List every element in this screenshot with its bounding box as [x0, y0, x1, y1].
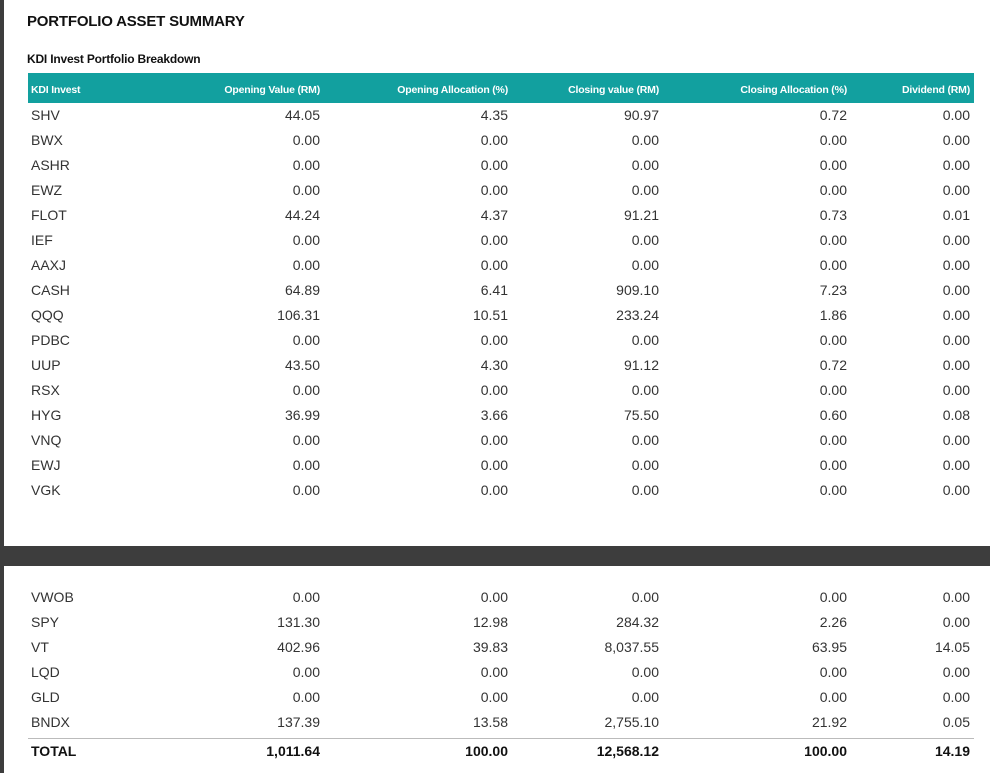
total-opening-allocation: 100.00	[465, 743, 508, 759]
cell-closing-value: 0.00	[631, 457, 659, 473]
table-row	[28, 403, 974, 428]
cell-dividend: 0.00	[942, 614, 970, 630]
total-opening-value: 1,011.64	[266, 743, 320, 759]
cell-asset: GLD	[31, 689, 60, 705]
cell-opening-value: 0.00	[292, 182, 320, 198]
header-closing-value: Closing value (RM)	[568, 84, 659, 96]
cell-dividend: 14.05	[934, 639, 970, 655]
cell-closing-value: 233.24	[616, 307, 659, 323]
cell-opening-value: 44.24	[284, 207, 320, 223]
header-dividend: Dividend (RM)	[902, 84, 970, 96]
cell-closing-value: 0.00	[631, 232, 659, 248]
cell-closing-value: 91.12	[623, 357, 659, 373]
cell-opening-value: 0.00	[292, 664, 320, 680]
cell-asset: AAXJ	[31, 257, 67, 273]
cell-closing-allocation: 0.73	[819, 207, 847, 223]
page-title: PORTFOLIO ASSET SUMMARY	[27, 13, 245, 30]
cell-asset: EWJ	[31, 457, 61, 473]
cell-closing-value: 0.00	[631, 689, 659, 705]
cell-closing-allocation: 0.00	[819, 689, 847, 705]
cell-asset: EWZ	[31, 182, 63, 198]
cell-closing-allocation: 0.00	[819, 457, 847, 473]
cell-opening-value: 0.00	[292, 457, 320, 473]
cell-asset: IEF	[31, 232, 53, 248]
cell-asset: VGK	[31, 482, 61, 498]
table-row	[28, 278, 974, 303]
cell-dividend: 0.00	[942, 307, 970, 323]
total-closing-allocation: 100.00	[804, 743, 847, 759]
cell-closing-allocation: 2.26	[819, 614, 847, 630]
cell-asset: VT	[31, 639, 49, 655]
cell-closing-allocation: 0.00	[819, 182, 847, 198]
cell-asset: CASH	[31, 282, 70, 298]
cell-opening-value: 106.31	[277, 307, 320, 323]
cell-opening-allocation: 0.00	[480, 232, 508, 248]
cell-closing-value: 0.00	[631, 157, 659, 173]
cell-dividend: 0.00	[942, 182, 970, 198]
cell-dividend: 0.00	[942, 157, 970, 173]
cell-opening-value: 0.00	[292, 257, 320, 273]
cell-opening-value: 0.00	[292, 589, 320, 605]
cell-closing-value: 8,037.55	[604, 639, 659, 655]
cell-closing-allocation: 0.72	[819, 107, 847, 123]
header-kdi-invest: KDI Invest	[31, 84, 81, 96]
table-row	[28, 453, 974, 478]
cell-asset: LQD	[31, 664, 60, 680]
cell-closing-allocation: 0.00	[819, 664, 847, 680]
cell-dividend: 0.00	[942, 232, 970, 248]
total-label: TOTAL	[31, 743, 77, 759]
cell-asset: BWX	[31, 132, 63, 148]
table-subtitle: KDI Invest Portfolio Breakdown	[27, 52, 201, 66]
cell-opening-allocation: 10.51	[472, 307, 508, 323]
cell-opening-allocation: 0.00	[480, 689, 508, 705]
cell-opening-allocation: 0.00	[480, 257, 508, 273]
cell-opening-value: 0.00	[292, 689, 320, 705]
cell-asset: SHV	[31, 107, 60, 123]
cell-closing-allocation: 0.00	[819, 482, 847, 498]
table-row	[28, 128, 974, 153]
table-row	[28, 353, 974, 378]
cell-dividend: 0.00	[942, 432, 970, 448]
cell-opening-allocation: 4.30	[480, 357, 508, 373]
cell-closing-value: 0.00	[631, 664, 659, 680]
cell-opening-allocation: 4.35	[480, 107, 508, 123]
table-row	[28, 228, 974, 253]
cell-asset: FLOT	[31, 207, 67, 223]
cell-closing-allocation: 63.95	[811, 639, 847, 655]
table-row	[28, 103, 974, 128]
cell-closing-value: 0.00	[631, 257, 659, 273]
cell-closing-value: 0.00	[631, 332, 659, 348]
table-header	[28, 73, 974, 103]
cell-opening-value: 44.05	[284, 107, 320, 123]
cell-closing-value: 2,755.10	[604, 714, 659, 730]
cell-dividend: 0.00	[942, 457, 970, 473]
cell-closing-allocation: 0.00	[819, 432, 847, 448]
cell-opening-allocation: 0.00	[480, 132, 508, 148]
cell-opening-value: 131.30	[277, 614, 320, 630]
cell-dividend: 0.00	[942, 664, 970, 680]
table-row	[28, 253, 974, 278]
report-page-2	[4, 566, 990, 773]
report-page-1	[4, 0, 990, 546]
cell-dividend: 0.00	[942, 482, 970, 498]
cell-closing-value: 0.00	[631, 182, 659, 198]
cell-opening-allocation: 4.37	[480, 207, 508, 223]
cell-asset: RSX	[31, 382, 60, 398]
cell-opening-allocation: 12.98	[472, 614, 508, 630]
table-row	[28, 710, 974, 735]
cell-opening-allocation: 0.00	[480, 482, 508, 498]
cell-opening-value: 0.00	[292, 232, 320, 248]
cell-opening-allocation: 0.00	[480, 432, 508, 448]
cell-asset: VWOB	[31, 589, 74, 605]
cell-opening-allocation: 6.41	[480, 282, 508, 298]
table-row	[28, 303, 974, 328]
table-row	[28, 610, 974, 635]
table-row	[28, 428, 974, 453]
cell-dividend: 0.00	[942, 382, 970, 398]
cell-closing-allocation: 1.86	[819, 307, 847, 323]
cell-opening-allocation: 0.00	[480, 332, 508, 348]
table-row	[28, 178, 974, 203]
cell-asset: VNQ	[31, 432, 62, 448]
cell-closing-value: 0.00	[631, 589, 659, 605]
total-row	[28, 738, 974, 764]
cell-dividend: 0.01	[942, 207, 970, 223]
table-row	[28, 378, 974, 403]
table-row	[28, 685, 974, 710]
cell-opening-allocation: 39.83	[472, 639, 508, 655]
cell-dividend: 0.00	[942, 589, 970, 605]
header-opening-value: Opening Value (RM)	[224, 84, 320, 96]
cell-asset: UUP	[31, 357, 61, 373]
cell-dividend: 0.00	[942, 357, 970, 373]
cell-closing-allocation: 0.72	[819, 357, 847, 373]
cell-opening-value: 0.00	[292, 482, 320, 498]
header-closing-allocation: Closing Allocation (%)	[740, 84, 847, 96]
cell-opening-allocation: 0.00	[480, 457, 508, 473]
cell-asset: BNDX	[31, 714, 70, 730]
cell-opening-value: 0.00	[292, 432, 320, 448]
table-row	[28, 585, 974, 610]
cell-opening-value: 0.00	[292, 157, 320, 173]
cell-asset: SPY	[31, 614, 60, 630]
cell-closing-value: 0.00	[631, 482, 659, 498]
cell-dividend: 0.00	[942, 257, 970, 273]
cell-closing-value: 909.10	[616, 282, 659, 298]
cell-closing-allocation: 0.00	[819, 232, 847, 248]
table-row	[28, 328, 974, 353]
cell-opening-value: 0.00	[292, 382, 320, 398]
cell-closing-allocation: 0.00	[819, 132, 847, 148]
cell-opening-value: 0.00	[292, 132, 320, 148]
table-row	[28, 153, 974, 178]
cell-dividend: 0.05	[942, 714, 970, 730]
cell-asset: PDBC	[31, 332, 70, 348]
table-row	[28, 203, 974, 228]
cell-dividend: 0.00	[942, 107, 970, 123]
cell-opening-allocation: 0.00	[480, 664, 508, 680]
cell-asset: HYG	[31, 407, 62, 423]
cell-dividend: 0.08	[942, 407, 970, 423]
cell-opening-allocation: 13.58	[472, 714, 508, 730]
cell-opening-value: 402.96	[277, 639, 320, 655]
cell-closing-value: 91.21	[623, 207, 659, 223]
cell-closing-value: 75.50	[623, 407, 659, 423]
cell-closing-value: 0.00	[631, 382, 659, 398]
total-dividend: 14.19	[934, 743, 970, 759]
cell-closing-allocation: 0.00	[819, 257, 847, 273]
cell-closing-allocation: 0.00	[819, 157, 847, 173]
cell-closing-allocation: 0.00	[819, 382, 847, 398]
cell-dividend: 0.00	[942, 132, 970, 148]
cell-closing-allocation: 0.00	[819, 589, 847, 605]
table-row	[28, 478, 974, 503]
cell-asset: ASHR	[31, 157, 70, 173]
total-closing-value: 12,568.12	[596, 743, 659, 759]
table-row	[28, 635, 974, 660]
cell-closing-allocation: 7.23	[819, 282, 847, 298]
cell-dividend: 0.00	[942, 282, 970, 298]
cell-opening-value: 36.99	[284, 407, 320, 423]
cell-opening-value: 0.00	[292, 332, 320, 348]
cell-dividend: 0.00	[942, 689, 970, 705]
cell-opening-allocation: 0.00	[480, 382, 508, 398]
cell-closing-value: 90.97	[623, 107, 659, 123]
cell-dividend: 0.00	[942, 332, 970, 348]
cell-opening-allocation: 0.00	[480, 157, 508, 173]
cell-closing-value: 284.32	[616, 614, 659, 630]
cell-opening-value: 137.39	[277, 714, 320, 730]
table-row	[28, 660, 974, 685]
cell-closing-value: 0.00	[631, 432, 659, 448]
cell-opening-allocation: 0.00	[480, 589, 508, 605]
cell-opening-allocation: 0.00	[480, 182, 508, 198]
header-opening-allocation: Opening Allocation (%)	[397, 84, 508, 96]
cell-opening-allocation: 3.66	[480, 407, 508, 423]
cell-closing-allocation: 0.60	[819, 407, 847, 423]
cell-asset: QQQ	[31, 307, 64, 323]
cell-closing-value: 0.00	[631, 132, 659, 148]
cell-opening-value: 43.50	[284, 357, 320, 373]
cell-closing-allocation: 0.00	[819, 332, 847, 348]
cell-opening-value: 64.89	[284, 282, 320, 298]
cell-closing-allocation: 21.92	[811, 714, 847, 730]
